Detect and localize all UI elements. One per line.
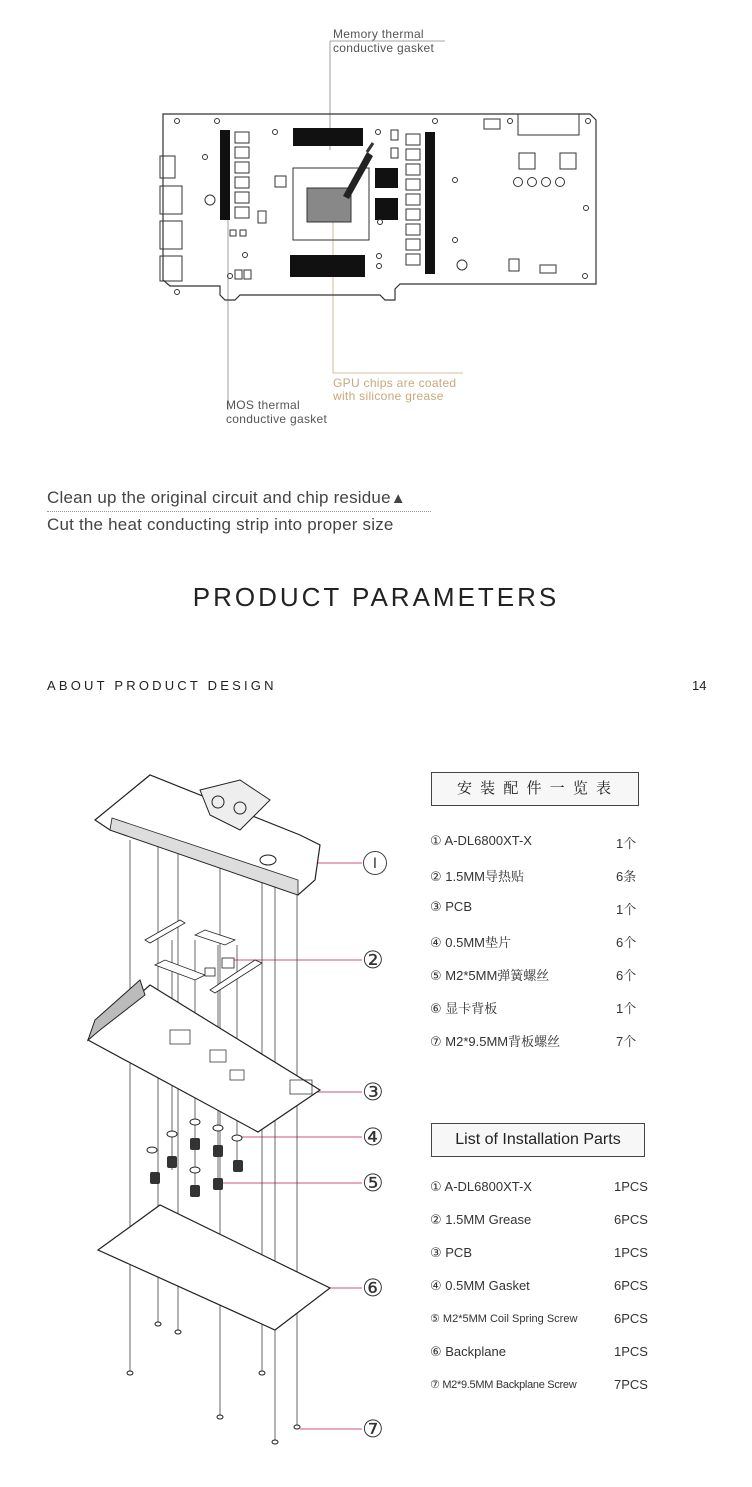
marker-3: ③ — [362, 1079, 384, 1106]
cn-list-title: 安 装 配 件 一 览 表 — [431, 772, 639, 806]
marker-5: ⑤ — [362, 1170, 384, 1197]
section-title: PRODUCT PARAMETERS — [192, 582, 560, 612]
caption-cut-strip: Cut the heat conducting strip into proper size — [47, 515, 394, 534]
exploded-assembly-diagram — [0, 760, 420, 1460]
en-list-title: List of Installation Parts — [431, 1123, 645, 1157]
marker-6: ⑥ — [362, 1275, 384, 1302]
marker-4: ④ — [362, 1124, 384, 1151]
page-number: 14 — [692, 678, 707, 693]
marker-7: ⑦ — [362, 1416, 384, 1443]
memory-gasket-label: Memory thermal conductive gasket — [333, 27, 435, 55]
triangle-icon: ▲ — [390, 490, 406, 507]
gpu-grease-label: GPU chips are coated with silicone grease — [333, 376, 457, 403]
marker-1: Ⅰ — [363, 851, 387, 875]
subheading: ABOUT PRODUCT DESIGN — [47, 678, 277, 693]
mos-gasket-label: MOS thermal conductive gasket — [226, 398, 328, 426]
caption-clean-up: Clean up the original circuit and chip residue▲ — [47, 488, 406, 507]
pcb-diagram — [0, 0, 752, 440]
marker-2: ② — [362, 947, 384, 974]
caption-divider — [47, 511, 431, 512]
